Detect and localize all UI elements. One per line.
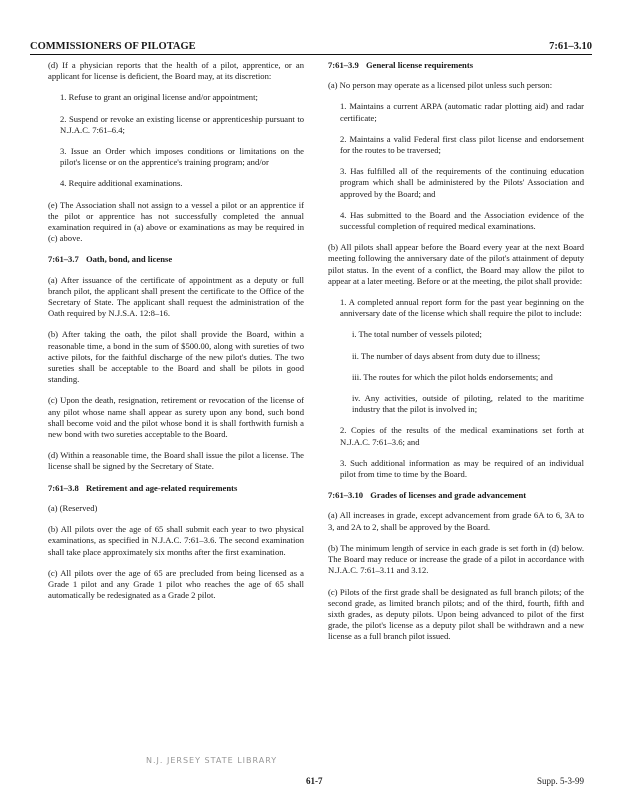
header-title: COMMISSIONERS OF PILOTAGE bbox=[30, 41, 196, 52]
section-number: 7:61–3.9 bbox=[328, 60, 359, 70]
list-item-a2: 2. Maintains a valid Federal first class pilot license and endorsement for the routes to be traversed; bbox=[340, 133, 584, 156]
right-column bbox=[328, 60, 584, 653]
section-title: Grades of licenses and grade advancement bbox=[370, 490, 527, 501]
page-number: 61-7 bbox=[306, 776, 323, 786]
paragraph-3-8-b: (b) All pilots over the age of 65 shall submit each year to two physical examinations, as specified in N.J.A.C. 7:61–3.6. The second examination shall take place approximately six months after the first examination. bbox=[48, 524, 304, 557]
list-item-d2: 2. Suspend or revoke an existing license or apprenticeship pursuant to N.J.A.C. 7:61–6.4; bbox=[60, 113, 304, 135]
list-item-a3: 3. Has fulfilled all of the requirements of the continuing education program which shall be administered by the Pilots' Association and approved by the Board; and bbox=[340, 166, 584, 199]
list-item-b3: 3. Such additional information as may be required of an individual pilot from time to time by the Board. bbox=[340, 457, 584, 480]
list-item-b1: 1. A completed annual report form for the past year beginning on the anniversary date of the license which shall require the pilot to include: bbox=[340, 297, 584, 319]
section-heading-3-8 bbox=[48, 483, 304, 494]
list-item-a4: 4. Has submitted to the Board and the Association evidence of the successful completion of required medical examinations. bbox=[340, 209, 584, 232]
list-item-b1-i: i. The total number of vessels piloted; bbox=[352, 329, 482, 340]
left-column bbox=[48, 60, 304, 611]
paragraph-3-9-b: (b) All pilots shall appear before the Board every year at the next Board meeting following the anniversary date of the pilot's attainment of deputy pilot status. In the event of a conflict, the Board may allow the pilot to appear at a later meeting. Before or at the meeting, the pilot shall provide: bbox=[328, 242, 584, 286]
paragraph-3-10-a: (a) All increases in grade, except advancement from grade 6A to 6, 3A to 3, and 2A to 2, shall be approved by the Board. bbox=[328, 510, 584, 532]
paragraph-3-7-a: (a) After issuance of the certificate of appointment as a deputy or full branch pilot, the applicant shall present the certificate to the Office of the Secretary of State. The applicant shall request the administration of the Oath required by N.J.S.A. 12:8–16. bbox=[48, 274, 304, 319]
supplement-date: Supp. 5-3-99 bbox=[537, 776, 584, 786]
section-heading-3-10 bbox=[328, 490, 584, 501]
paragraph-3-7-b: (b) After taking the oath, the pilot shall provide the Board, within a reasonable time, a bond in the sum of $500.00, along with sureties of two active pilots, for the faithful discharge of the new pilot's duties. The two sureties shall be acceptable to the Board and shall be pilots in good standing. bbox=[48, 329, 304, 385]
paragraph-3-10-b: (b) The minimum length of service in each grade is set forth in (d) below. The Board may reduce or increase the grade of a pilot in accordance with N.J.A.C. 7:61–3.11 and 3.12. bbox=[328, 542, 584, 576]
header-section-code: 7:61–3.10 bbox=[549, 41, 592, 52]
list-item-a1: 1. Maintains a current ARPA (automatic radar plotting aid) and radar certificate; bbox=[340, 101, 584, 123]
section-number: 7:61–3.8 bbox=[48, 482, 79, 493]
paragraph-3-8-c: (c) All pilots over the age of 65 are precluded from being licensed as a Grade 1 pilot and any Grade 1 pilot who reaches the age of 65 shall automatically be redesignated as a Grade 2 pilot. bbox=[48, 567, 304, 601]
paragraph-d: (d) If a physician reports that the health of a pilot, apprentice, or an applicant for license is deficient, the Board may, at its discretion: bbox=[48, 60, 304, 82]
paragraph-3-7-c: (c) Upon the death, resignation, retirement or revocation of the license of any pilot whose name shall appear as surety upon any bond, such bond shall become void and the pilot whose bond it is shall forthwith furnish a new bond with two sureties acceptable to the Board. bbox=[48, 395, 304, 440]
list-item-d3: 3. Issue an Order which imposes conditions or limitations on the pilot's license or on the apprentice's training program; and/or bbox=[60, 146, 304, 168]
paragraph-3-9-a: (a) No person may operate as a licensed pilot unless such person: bbox=[328, 80, 553, 91]
section-heading-3-9 bbox=[328, 60, 584, 71]
list-item-b2: 2. Copies of the results of the medical examinations set forth at N.J.A.C. 7:61–3.6; and bbox=[340, 425, 584, 447]
paragraph-3-8-a: (a) (Reserved) bbox=[48, 502, 98, 513]
section-title: General license requirements bbox=[365, 60, 474, 70]
running-header bbox=[30, 36, 592, 55]
page-footer bbox=[48, 776, 584, 786]
list-item-b1-iv: iv. Any activities, outside of piloting, related to the maritime industry that the pilot is involved in; bbox=[352, 393, 584, 415]
section-title: Retirement and age-related requirements bbox=[85, 482, 238, 493]
section-number: 7:61–3.7 bbox=[48, 254, 79, 265]
list-item-b1-iii: iii. The routes for which the pilot holds endorsements; and bbox=[352, 371, 553, 382]
section-number: 7:61–3.10 bbox=[328, 490, 364, 501]
list-item-d1: 1. Refuse to grant an original license and/or appointment; bbox=[60, 92, 258, 103]
paragraph-3-7-d: (d) Within a reasonable time, the Board shall issue the pilot a license. The license shall be signed by the Secretary of State. bbox=[48, 450, 304, 472]
paragraph-e: (e) The Association shall not assign to a vessel a pilot or an apprentice if the pilot or apprentice has not successfully completed the annual examination required in (a) above or examinations as may be required in (c) above. bbox=[48, 199, 304, 244]
library-stamp: N.J. JERSEY STATE LIBRARY bbox=[146, 756, 278, 765]
section-title: Oath, bond, and license bbox=[85, 254, 173, 265]
list-item-d4: 4. Require additional examinations. bbox=[60, 178, 183, 189]
paragraph-3-10-c: (c) Pilots of the first grade shall be designated as full branch pilots; of the second grade, as limited branch pilots; and of the third, fourth, fifth and sixth grades, as deputy pilots. Upon being advanced to pilot of the first grade, the pilot's license as a deputy pilot shall be withdrawn and a new license as a full branch pilot issued. bbox=[328, 586, 584, 642]
section-heading-3-7 bbox=[48, 254, 304, 265]
list-item-b1-ii: ii. The number of days absent from duty due to illness; bbox=[352, 350, 541, 361]
